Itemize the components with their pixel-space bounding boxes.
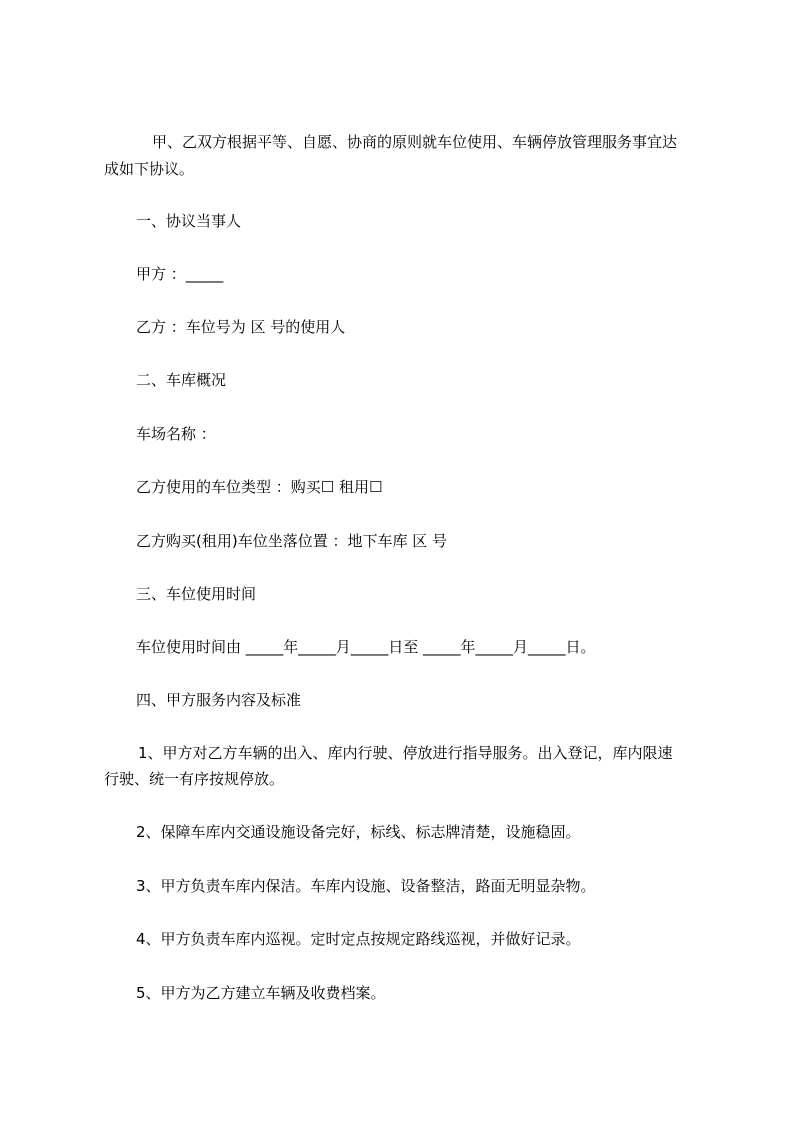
section-heading-parties: 一、协议当事人 — [136, 212, 242, 230]
service-item-3: 3、甲方负责车库内保洁。车库内设施、设备整洁，路面无明显杂物。 — [136, 877, 596, 895]
party-b-line: 乙方 ：车位号为 区 号的使用人 — [136, 318, 346, 336]
space-type-line: 乙方使用的车位类型 ：购买☐ 租用☐ — [136, 478, 383, 496]
service-item-5: 5、甲方为乙方建立车辆及收费档案。 — [136, 984, 386, 1002]
section-heading-garage: 二、车库概况 — [136, 371, 227, 389]
service-item-1-line-1: 1、甲方对乙方车辆的出入、库内行驶、停放进行指导服务。出入登记，库内限速 — [138, 744, 673, 762]
intro-paragraph-line-2: 成如下协议。 — [104, 160, 195, 178]
space-location-line: 乙方购买(租用)车位坐落位置 ：地下车库 区 号 — [136, 532, 448, 550]
service-item-4: 4、甲方负责车库内巡视。定时定点按规定路线巡视，并做好记录。 — [136, 930, 581, 948]
usage-period-line: 车位使用时间由 _____年_____月_____日至 _____年_____月_____日。 — [136, 638, 596, 656]
service-item-2: 2、保障车库内交通设施设备完好，标线、标志牌清楚，设施稳固。 — [136, 823, 581, 841]
parking-name-line: 车场名称 ： — [136, 425, 216, 443]
party-a-line: 甲方 ：_____ — [136, 265, 224, 283]
service-item-1-line-2: 行驶、统一有序按规停放。 — [104, 770, 285, 788]
intro-paragraph-line-1: 甲、乙双方根据平等、自愿、协商的原则就车位使用、车辆停放管理服务事宜达 — [152, 133, 678, 151]
section-heading-services: 四、甲方服务内容及标准 — [136, 691, 302, 709]
section-heading-usage-time: 三、车位使用时间 — [136, 585, 257, 603]
